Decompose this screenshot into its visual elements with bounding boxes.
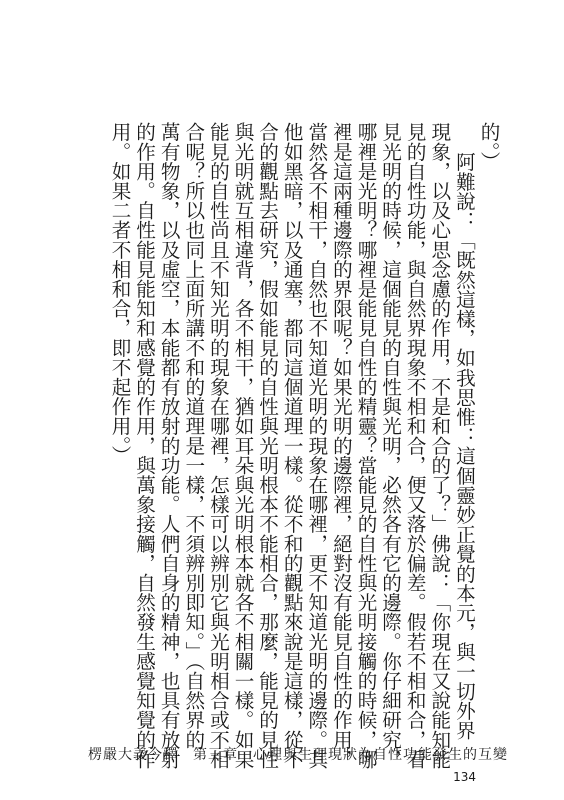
running-header: 楞嚴大義今釋 第三章 心理與生理現狀為自性功能發生的互變 (88, 747, 508, 763)
text-column: 哪裡是光明？哪裡是能見自性的精靈？當能見的自性與光明接觸的時候，哪 (354, 122, 377, 769)
page-number: 134 (453, 770, 476, 784)
text-column: 他如黑暗，以及通塞，都同這個道理一樣。從不和的觀點來說是這樣，從不 (280, 122, 304, 769)
text-column: 見的自性功能，與自然界現象不相和合，便又落於偏差。假若不相和合，看 (403, 122, 427, 769)
text-column: 的。） (477, 122, 500, 171)
text-column: 現象，以及心思念慮的作用，不是和合的了？」佛說：「你現在又說能知能 (427, 122, 451, 769)
text-column: 當然各不相干，自然也不知道光明的現象在哪裡，更不知道光明的邊際。其 (304, 122, 328, 769)
text-column: 裡是這兩種邊際的界限呢？如果光明的邊際裡，絕對沒有能見自性的作用， (329, 122, 353, 769)
text-column: 能見的自性尚且不知光明的現象在哪裡，怎樣可以辨別它與光明相合或不相 (206, 122, 230, 769)
text-column: 合的觀點去研究，假如能見的自性與光明根本不能相合，那麼，能見的見性 (255, 122, 279, 769)
text-column: 萬有物象，以及虛空，本能都有放射的功能。人們自身的精神，也具有放射 (157, 122, 181, 769)
text-column: 阿難說：「既然這樣，如我思惟：這個靈妙正覺的本元，與一切外界 (452, 152, 476, 740)
text-column: 用。如果二者不相和合，即不起作用。） (108, 122, 131, 465)
text-column: 與光明就互相違背，各不相干，猶如耳朵與光明根本就各不相關一樣。如果 (231, 122, 254, 769)
text-column: 見光明的時候，這個能見的自性與光明，必然各有它的邊際。你仔細研究， (378, 122, 402, 769)
text-column: 的作用。自性能見能知和感覺的作用，與萬象接觸，自然發生感覺知覺的作 (132, 122, 156, 769)
text-column: 合呢？所以也同上面所講不和的道理是一樣，不須辨別即知。」（自然界的 (181, 122, 205, 750)
